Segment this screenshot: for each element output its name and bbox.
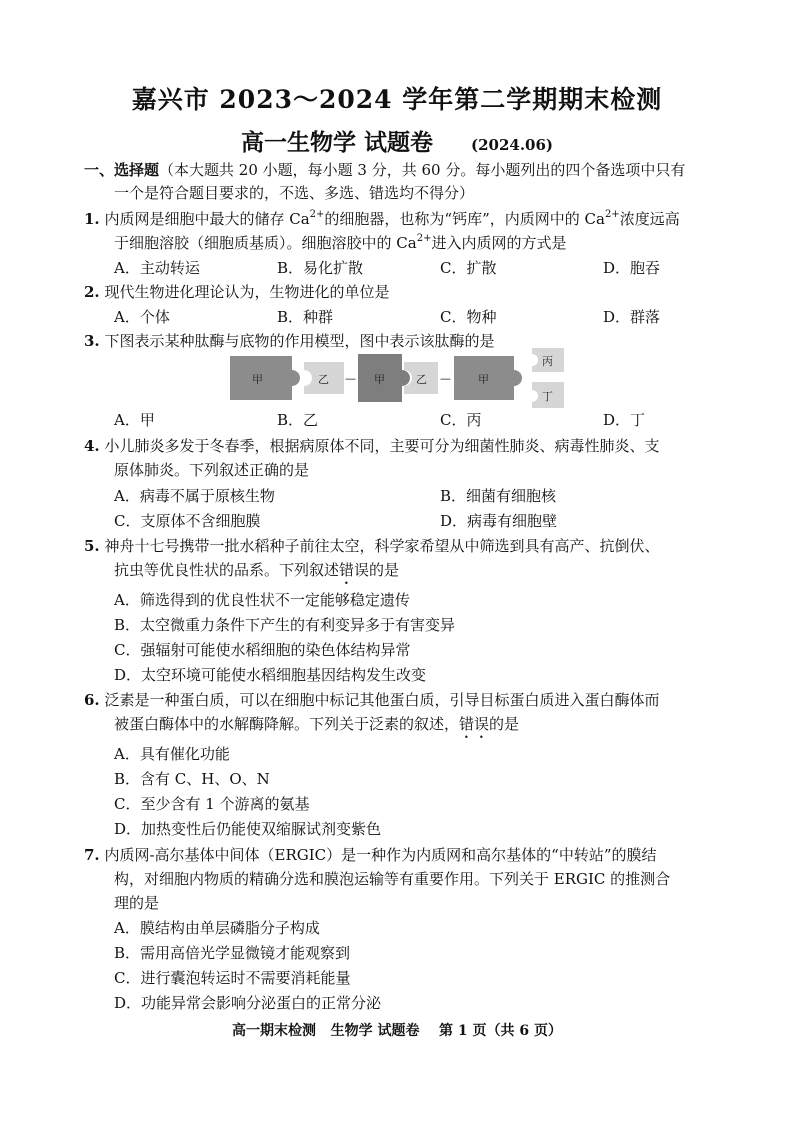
q1-sup-2: 2+: [604, 209, 620, 220]
subject-title: 高一生物学 试题卷: [240, 129, 433, 156]
question-2: [84, 282, 389, 302]
question-7-text-1: 内质网-高尔基体中间体（ERGIC）是一种作为内质网和高尔基体的“中转站”的膜结: [104, 846, 657, 864]
q3-option-c[interactable]: C．丙: [440, 411, 482, 429]
question-4-number: 4.: [84, 437, 100, 455]
q1-option-b[interactable]: B．易化扩散: [277, 259, 364, 277]
question-5-text-2b: 误的是: [354, 561, 400, 579]
q1-text-a: 内质网是细胞中最大的储存 Ca: [104, 210, 310, 228]
page-footer: 高一期末检测 生物学 试题卷 第 1 页（共 6 页）: [232, 1023, 562, 1039]
question-5-number: 5.: [84, 537, 100, 555]
arrow-1: —: [345, 372, 356, 385]
q7-option-c[interactable]: C．进行囊泡转运时不需要消耗能量: [114, 969, 351, 987]
q5-option-d[interactable]: D．太空环境可能使水稻细胞基因结构发生改变: [114, 666, 427, 684]
question-5-emphasis: 错: [339, 561, 355, 579]
q6-option-d[interactable]: D．加热变性后仍能使双缩脲试剂变紫色: [114, 820, 382, 838]
question-7-text-2: 构，对细胞内物质的精确分选和膜泡运输等有重要作用。下列关于 ERGIC 的推测合: [114, 870, 671, 888]
question-2-number: 2.: [84, 283, 100, 301]
question-3-text: 下图表示某种肽酶与底物的作用模型，图中表示该肽酶的是: [104, 332, 495, 350]
question-1-line-2: [114, 233, 566, 253]
enzyme-jia-block-1: [230, 356, 300, 400]
label-bing: 丙: [542, 355, 553, 368]
enzyme-substrate-figure: [226, 346, 586, 410]
label-jia-3: 甲: [478, 373, 489, 386]
question-3-number: 3.: [84, 332, 100, 350]
q2-option-d[interactable]: D．群落: [603, 308, 661, 326]
q6-option-a[interactable]: A．具有催化功能: [114, 745, 230, 763]
exam-title: 嘉兴市 2023～2024 学年第二学期期末检测: [131, 85, 663, 114]
q6-option-c[interactable]: C．至少含有 1 个游离的氨基: [114, 795, 310, 813]
question-5-text-2a: 抗虫等优良性状的品系。下列叙述: [114, 561, 340, 579]
q1-option-d[interactable]: D．胞吞: [603, 259, 661, 277]
q2-option-b[interactable]: B．种群: [277, 308, 334, 326]
q3-option-b[interactable]: B．乙: [277, 411, 319, 429]
section-desc-2: 一个是符合题目要求的，不选、多选、错选均不得分）: [114, 184, 475, 202]
q4-option-a[interactable]: A．病毒不属于原核生物: [114, 487, 275, 505]
q7-option-d[interactable]: D．功能异常会影响分泌蛋白的正常分泌: [114, 994, 382, 1012]
section-label: 一、选择题: [84, 161, 160, 179]
question-4-text-1: 小儿肺炎多发于冬春季，根据病原体不同，主要可分为细菌性肺炎、病毒性肺炎、支: [104, 437, 660, 455]
q1-text-e: 进入内质网的方式是: [431, 234, 567, 252]
question-4-text-2: 原体肺炎。下列叙述正确的是: [114, 461, 310, 479]
q1-text-b: 的细胞器，也称为“钙库”，内质网中的 Ca: [324, 210, 605, 228]
arrow-2: —: [440, 372, 451, 385]
q4-option-d[interactable]: D．病毒有细胞壁: [440, 512, 558, 530]
label-yi-1: 乙: [318, 373, 329, 386]
q3-option-d[interactable]: D．丁: [603, 411, 646, 429]
label-jia-1: 甲: [252, 373, 263, 386]
question-1-line-1: [84, 209, 680, 229]
question-7-line-1: [84, 845, 657, 865]
question-6-emphasis: 错误: [459, 715, 490, 733]
question-6-line-2: [114, 714, 519, 742]
label-ding: 丁: [542, 390, 553, 403]
q2-option-a[interactable]: A．个体: [114, 308, 170, 326]
q4-option-b[interactable]: B．细菌有细胞核: [440, 487, 557, 505]
question-7-text-3: 理的是: [114, 894, 160, 912]
q7-option-b[interactable]: B．需用高倍光学显微镜才能观察到: [114, 944, 351, 962]
question-5-line-2: [114, 560, 399, 588]
question-2-text: 现代生物进化理论认为，生物进化的单位是: [104, 283, 390, 301]
q4-option-c[interactable]: C．支原体不含细胞膜: [114, 512, 261, 530]
question-6-text-2a: 被蛋白酶体中的水解酶降解。下列关于泛素的叙述，: [114, 715, 460, 733]
q3-option-a[interactable]: A．甲: [114, 411, 155, 429]
question-5-line-1: [84, 536, 659, 556]
section-desc-1: （本大题共 20 小题，每小题 3 分，共 60 分。每小题列出的四个备选项中只有: [159, 161, 686, 179]
question-4-line-1: [84, 436, 659, 456]
q5-option-c[interactable]: C．强辐射可能使水稻细胞的染色体结构异常: [114, 641, 411, 659]
q5-option-b[interactable]: B．太空微重力条件下产生的有利变异多于有害变异: [114, 616, 456, 634]
q2-option-c[interactable]: C．物种: [440, 308, 497, 326]
question-6-text-2b: 的是: [489, 715, 520, 733]
label-yi-2: 乙: [416, 373, 427, 386]
section-header: [84, 160, 685, 180]
q5-option-a[interactable]: A．筛选得到的优良性状不一定能够稳定遗传: [114, 591, 410, 609]
q1-text-c: 浓度远高: [619, 210, 680, 228]
question-6-number: 6.: [84, 691, 100, 709]
q1-text-d: 于细胞溶胶（细胞质基质）。细胞溶胶中的 Ca: [114, 234, 417, 252]
exam-date: (2024.06): [470, 136, 554, 154]
exam-subtitle: [0, 124, 794, 157]
question-6-line-1: [84, 690, 659, 710]
question-5-text-1: 神舟十七号携带一批水稻种子前往太空，科学家希望从中筛选到具有高产、抗倒伏、: [104, 537, 660, 555]
q1-option-a[interactable]: A．主动转运: [114, 259, 200, 277]
question-7-number: 7.: [84, 846, 100, 864]
q1-sup-3: 2+: [416, 233, 432, 244]
q1-option-c[interactable]: C．扩散: [440, 259, 497, 277]
q6-option-b[interactable]: B．含有 C、H、O、N: [114, 770, 270, 788]
question-6-text-1: 泛素是一种蛋白质，可以在细胞中标记其他蛋白质，引导目标蛋白质进入蛋白酶体而: [104, 691, 660, 709]
question-1-number: 1.: [84, 210, 100, 228]
q7-option-a[interactable]: A．膜结构由单层磷脂分子构成: [114, 919, 320, 937]
label-jia-2: 甲: [374, 373, 385, 386]
q1-sup-1: 2+: [309, 209, 325, 220]
